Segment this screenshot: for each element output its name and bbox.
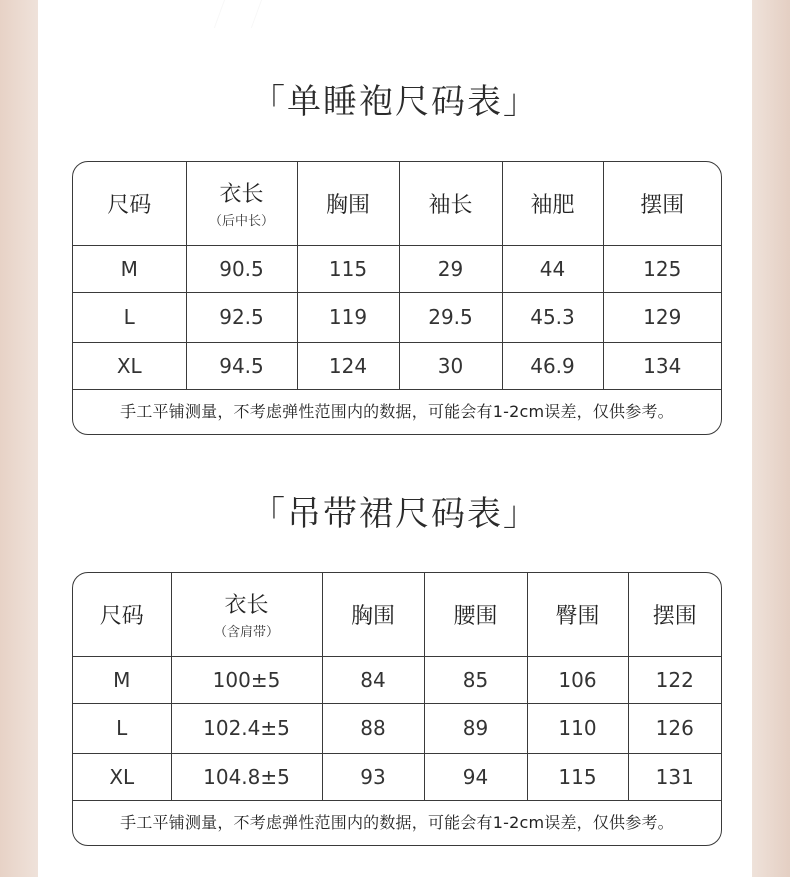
- table-cell: 134: [603, 342, 721, 389]
- header-hem: 摆围: [628, 573, 721, 656]
- header-size: 尺码: [73, 573, 171, 656]
- table-row: [73, 656, 721, 703]
- table-cell: 122: [628, 656, 721, 703]
- header-length: 衣长 （后中长）: [186, 162, 297, 245]
- slip-dress-size-table: [72, 572, 722, 846]
- header-waist: 腰围: [424, 573, 527, 656]
- table-cell: 124: [297, 342, 399, 389]
- table-cell: 29: [399, 245, 502, 292]
- table-cell: 115: [297, 245, 399, 292]
- table-cell: 100±5: [171, 656, 322, 703]
- table-cell: M: [73, 245, 186, 292]
- table-cell: 85: [424, 656, 527, 703]
- table-cell: 129: [603, 292, 721, 342]
- table-cell: 29.5: [399, 292, 502, 342]
- table-cell: 106: [527, 656, 628, 703]
- table-cell: XL: [73, 753, 171, 800]
- table-cell: 126: [628, 703, 721, 753]
- table-cell: 89: [424, 703, 527, 753]
- table-cell: 102.4±5: [171, 703, 322, 753]
- header-length-note: （含肩带）: [213, 625, 279, 641]
- sleeping-robe-size-table: [72, 161, 722, 435]
- table-cell: L: [73, 292, 186, 342]
- table-cell: 110: [527, 703, 628, 753]
- table-cell: 93: [322, 753, 424, 800]
- table-cell: 46.9: [502, 342, 603, 389]
- table-row: [73, 292, 721, 342]
- table-cell: 131: [628, 753, 721, 800]
- measurement-note: 手工平铺测量，不考虑弹性范围内的数据，可能会有1-2cm误差，仅供参考。: [120, 812, 674, 832]
- table-header-row: [73, 162, 721, 245]
- table-cell: 125: [603, 245, 721, 292]
- table-cell: 119: [297, 292, 399, 342]
- table-cell: 44: [502, 245, 603, 292]
- header-length: 衣长 （含肩带）: [171, 573, 322, 656]
- table-row: [73, 753, 721, 800]
- table-cell: 92.5: [186, 292, 297, 342]
- header-chest: 胸围: [297, 162, 399, 245]
- table-row: [73, 703, 721, 753]
- section2-title: 「吊带裙尺码表」: [251, 494, 539, 534]
- header-chest: 胸围: [322, 573, 424, 656]
- table-cell: 94.5: [186, 342, 297, 389]
- measurement-note: 手工平铺测量，不考虑弹性范围内的数据，可能会有1-2cm误差，仅供参考。: [120, 401, 674, 421]
- section1-title: 「单睡袍尺码表」: [251, 82, 539, 122]
- table-cell: L: [73, 703, 171, 753]
- table-cell: 45.3: [502, 292, 603, 342]
- header-sleeve-width: 袖肥: [502, 162, 603, 245]
- header-size: 尺码: [73, 162, 186, 245]
- table-cell: 84: [322, 656, 424, 703]
- table-cell: 115: [527, 753, 628, 800]
- table-cell: 90.5: [186, 245, 297, 292]
- table-cell: XL: [73, 342, 186, 389]
- decorative-line: [214, 0, 264, 28]
- header-hem: 摆围: [603, 162, 721, 245]
- header-sleeve-length: 袖长: [399, 162, 502, 245]
- table-header-row: [73, 573, 721, 656]
- table-row: [73, 342, 721, 389]
- table-row: [73, 245, 721, 292]
- table-cell: 88: [322, 703, 424, 753]
- header-length-note: （后中长）: [208, 214, 274, 230]
- header-hip: 臀围: [527, 573, 628, 656]
- table-cell: 94: [424, 753, 527, 800]
- table-cell: 30: [399, 342, 502, 389]
- table-cell: M: [73, 656, 171, 703]
- table-cell: 104.8±5: [171, 753, 322, 800]
